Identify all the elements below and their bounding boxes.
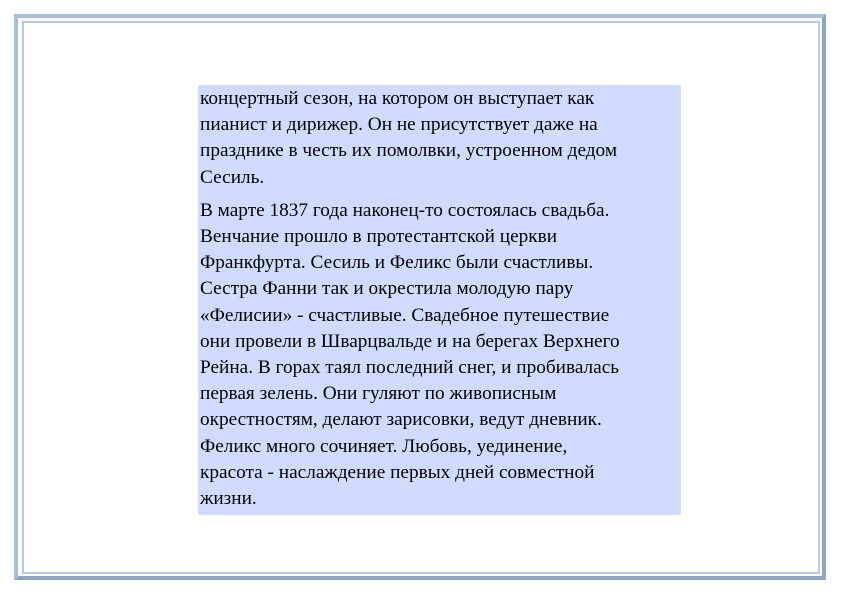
text-box (198, 85, 681, 515)
paragraph-1: концертный сезон, на котором он выступает как пианист и дирижер. Он не присутствует даже на празднике в честь их помолвки, устроенном дедом Сесиль. (200, 88, 618, 188)
paragraph-2: В марте 1837 года наконец-то состоялась свадьба. Венчание прошло в протестантской церкви Франкфурта. Сесиль и Феликс были счастливы. Сестра Фанни так и окрестила молодую пару «Фелисии» - счастливые. Свадебное путешествие они провели в Шварцвальде и на берегах Верхнего Рейна. В горах таял последний снег, и пробивалась первая зелень. Они гуляют по живописным окрестностям, делают зарисовки, ведут дневник. Феликс много сочиняет. Любовь, уединение, красота - наслаждение первых дней совместной жизни. (200, 199, 620, 510)
